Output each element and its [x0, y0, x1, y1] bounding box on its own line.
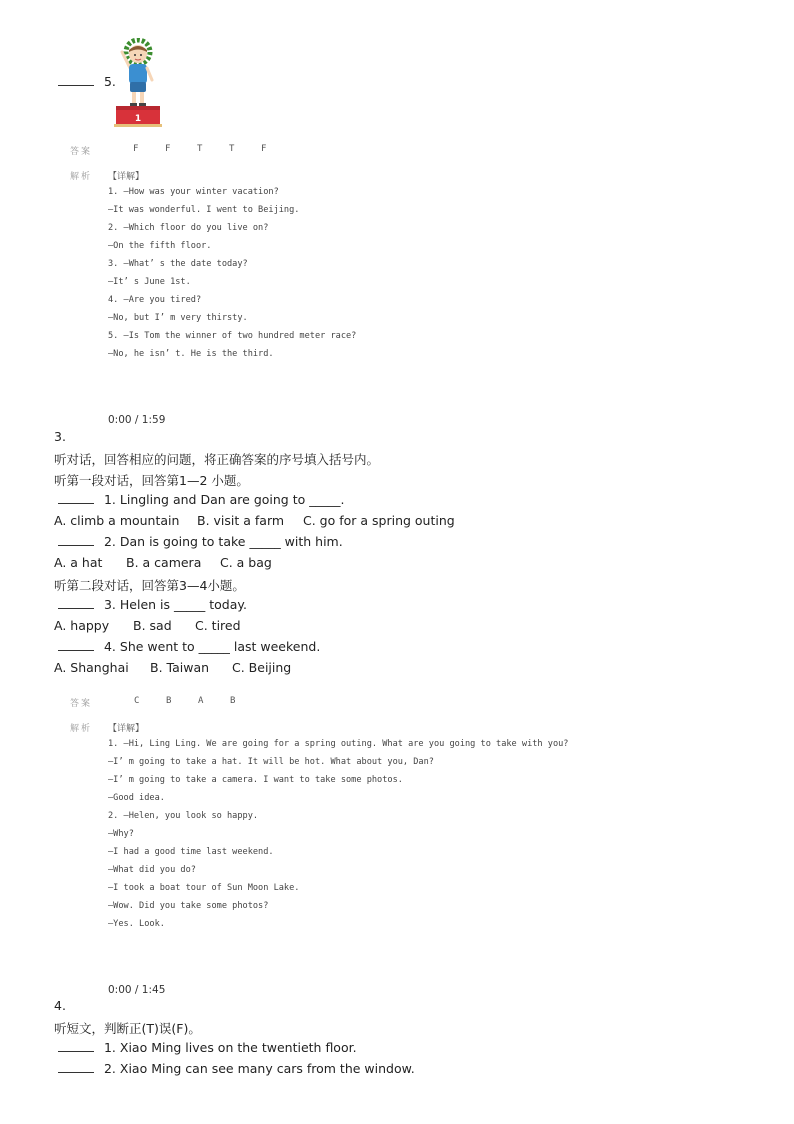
- answer-value: T: [197, 144, 203, 154]
- answer-blank[interactable]: [58, 75, 94, 86]
- answer-blank[interactable]: [58, 640, 94, 651]
- analysis-label: 解析: [70, 172, 93, 182]
- transcript-line: —Wow. Did you take some photos?: [108, 901, 269, 911]
- answer-blank[interactable]: [58, 1041, 94, 1052]
- svg-text:1: 1: [134, 114, 142, 124]
- answer-value: F: [165, 144, 171, 154]
- transcript-line: 3. —What’ s the date today?: [108, 259, 248, 269]
- answer-blank[interactable]: [58, 598, 94, 609]
- question-item: [58, 1061, 415, 1076]
- question-item: [58, 534, 343, 549]
- winner-on-podium-illustration: [110, 38, 166, 128]
- transcript-line: —Yes. Look.: [108, 919, 165, 929]
- transcript-line: —I’ m going to take a hat. It will be hot. What about you, Dan?: [108, 757, 434, 767]
- question-number: 3.: [54, 429, 66, 444]
- question-text: 2. Dan is going to take _____ with him.: [103, 534, 343, 549]
- section-heading: 听第二段对话，回答第3—4小题。: [54, 578, 245, 593]
- answer-list: [133, 144, 293, 154]
- transcript-line: —I had a good time last weekend.: [108, 847, 274, 857]
- option: C. a bag: [220, 555, 272, 570]
- transcript-line: 2. —Helen, you look so happy.: [108, 811, 259, 821]
- answer-value: T: [229, 144, 235, 154]
- transcript-line: —No, he isn’ t. He is the third.: [108, 349, 274, 359]
- answer-blank[interactable]: [58, 535, 94, 546]
- audio-player-time[interactable]: 0:00 / 1:45: [108, 984, 166, 996]
- answer-value: B: [166, 696, 172, 706]
- answer-label: 答案: [70, 699, 93, 709]
- transcript-line: 5. —Is Tom the winner of two hundred meter race?: [108, 331, 357, 341]
- transcript-line: —On the fifth floor.: [108, 241, 212, 251]
- question-item: [58, 597, 247, 612]
- transcript-line: 1. —Hi, Ling Ling. We are going for a spring outing. What are you going to take with you?: [108, 739, 569, 749]
- answer-blank[interactable]: [58, 493, 94, 504]
- option: A. Shanghai: [54, 660, 129, 675]
- question-text: 4. She went to _____ last weekend.: [103, 639, 321, 654]
- transcript-line: 1. —How was your winter vacation?: [108, 187, 279, 197]
- answer-value: F: [261, 144, 267, 154]
- question-text: 1. Lingling and Dan are going to _____.: [103, 492, 345, 507]
- option: B. Taiwan: [150, 660, 210, 675]
- item-number: 5.: [103, 74, 116, 89]
- question-text: 3. Helen is _____ today.: [103, 597, 247, 612]
- transcript-line: —I took a boat tour of Sun Moon Lake.: [108, 883, 300, 893]
- question-number: 4.: [54, 998, 66, 1013]
- answer-value: F: [133, 144, 139, 154]
- analysis-label: 解析: [70, 724, 93, 734]
- transcript-line: —What did you do?: [108, 865, 196, 875]
- option: C. Beijing: [232, 660, 292, 675]
- answer-value: C: [134, 696, 140, 706]
- question-item: [58, 639, 320, 654]
- answer-value: A: [198, 696, 204, 706]
- transcript-line: —No, but I’ m very thirsty.: [108, 313, 248, 323]
- transcript-line: —It was wonderful. I went to Beijing.: [108, 205, 300, 215]
- transcript-line: 2. —Which floor do you live on?: [108, 223, 269, 233]
- answer-blank[interactable]: [58, 1062, 94, 1073]
- question-item: [58, 492, 344, 507]
- option: B. a camera: [126, 555, 202, 570]
- transcript-line: —Good idea.: [108, 793, 165, 803]
- option: C. tired: [195, 618, 241, 633]
- answer-label: 答案: [70, 147, 93, 157]
- transcript-line: —It’ s June 1st.: [108, 277, 191, 287]
- answer-value: B: [230, 696, 236, 706]
- audio-player-time[interactable]: 0:00 / 1:59: [108, 414, 166, 426]
- question-item: [58, 1040, 357, 1055]
- transcript-line: 4. —Are you tired?: [108, 295, 202, 305]
- option: A. climb a mountain: [54, 513, 180, 528]
- detail-header: 【详解】: [108, 724, 145, 734]
- transcript-line: —Why?: [108, 829, 134, 839]
- answer-list: [134, 696, 262, 706]
- q2-item5: [58, 74, 116, 89]
- question-text: 2. Xiao Ming can see many cars from the window.: [103, 1061, 415, 1076]
- option: B. visit a farm: [197, 513, 285, 528]
- option: B. sad: [133, 618, 172, 633]
- question-instruction: 听短文，判断正(T)误(F)。: [54, 1021, 201, 1036]
- question-instruction: 听对话，回答相应的问题，将正确答案的序号填入括号内。: [54, 452, 380, 467]
- transcript-line: —I’ m going to take a camera. I want to take some photos.: [108, 775, 403, 785]
- option: A. a hat: [54, 555, 103, 570]
- detail-header: 【详解】: [108, 172, 145, 182]
- option: C. go for a spring outing: [303, 513, 455, 528]
- section-heading: 听第一段对话，回答第1—2 小题。: [54, 473, 249, 488]
- option: A. happy: [54, 618, 110, 633]
- question-text: 1. Xiao Ming lives on the twentieth floor.: [103, 1040, 357, 1055]
